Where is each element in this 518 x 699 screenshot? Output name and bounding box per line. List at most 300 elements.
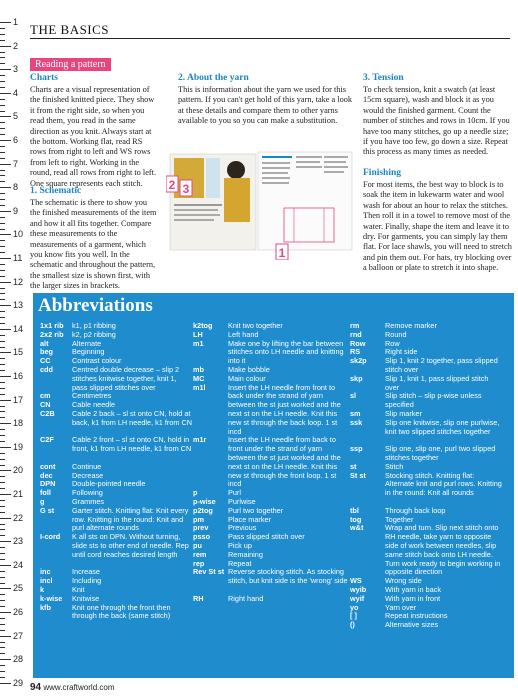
abbreviation-meaning: Knitwise xyxy=(72,593,100,603)
abbreviation-row xyxy=(40,366,194,392)
abbreviation-meaning: Purl xyxy=(228,488,241,498)
ruler-minor-tick xyxy=(0,630,5,631)
ruler-minor-tick xyxy=(0,512,5,513)
ruler-minor-tick xyxy=(0,358,5,359)
ruler-minor-tick xyxy=(0,559,5,560)
abbreviation-term: CC xyxy=(40,356,51,366)
abbreviation-row xyxy=(193,595,350,604)
abbreviation-meaning: Pass slipped stitch over xyxy=(228,532,305,542)
ruler-minor-tick xyxy=(0,476,5,477)
abbreviation-meaning: Slip one knitwise, slip one purlwise, knit two slipped stitches together xyxy=(385,417,500,436)
ruler-minor-tick xyxy=(0,370,5,371)
abbreviation-term: RH xyxy=(193,593,204,603)
ruler-major-tick xyxy=(0,164,11,165)
header-divider xyxy=(30,38,510,39)
abbreviation-term: sk2p xyxy=(350,356,367,366)
ruler-minor-tick xyxy=(0,571,5,572)
abbreviation-meaning: Insert the LH needle from back to front under the strand of yarn between the st just worked and the next st on the LH needle. Knit this new st through the front loop. 1 st incd xyxy=(228,435,341,489)
abbreviation-term: alt xyxy=(40,338,49,348)
abbreviation-term: ssp xyxy=(350,444,363,454)
ruler-minor-tick xyxy=(0,406,5,407)
abbreviation-term: cont xyxy=(40,461,56,471)
abbreviation-meaning: Alternative sizes xyxy=(385,620,439,630)
ruler-minor-tick xyxy=(0,158,5,159)
abbreviation-term: incl xyxy=(40,576,53,586)
abbreviation-meaning: Yarn over xyxy=(385,602,417,612)
abbreviation-meaning: Contrast colour xyxy=(72,356,122,366)
ruler-number: 13 xyxy=(13,300,24,311)
abbreviation-meaning: Following xyxy=(72,488,103,498)
abbreviation-meaning: Cable 2 front – sl st onto CN, hold in front, k1 from LH needle, k1 from CN xyxy=(72,435,192,454)
ruler-major-tick xyxy=(0,565,11,566)
abbreviation-term: rem xyxy=(193,549,207,559)
page-title: THE BASICS xyxy=(30,22,110,37)
abbreviation-row xyxy=(40,463,194,472)
abbreviation-term: G st xyxy=(40,505,55,515)
abbreviation-meaning: Purl two together xyxy=(228,505,284,515)
ruler-number: 12 xyxy=(13,276,24,287)
pattern-pages-image xyxy=(166,148,356,260)
ruler-minor-tick xyxy=(0,111,5,112)
ruler-number: 3 xyxy=(13,64,19,75)
abbreviation-row xyxy=(350,392,503,410)
ruler-number: 20 xyxy=(13,465,24,476)
ruler-minor-tick xyxy=(0,671,5,672)
abbreviation-term: LH xyxy=(193,329,203,339)
ruler-number: 29 xyxy=(13,677,24,688)
abbreviation-meaning: Garter stitch. Knitting flat: Knit every row. Knitting in the round: Knit and purl alternate rounds xyxy=(72,505,189,533)
abbreviation-row xyxy=(350,340,503,349)
ruler-minor-tick xyxy=(0,75,5,76)
ruler-minor-tick xyxy=(0,347,5,348)
abbreviation-meaning: Grammes xyxy=(72,497,105,506)
ruler-number: 8 xyxy=(13,182,19,193)
abbreviation-meaning: Row xyxy=(385,338,400,348)
abbreviation-meaning: Right side xyxy=(385,347,418,357)
ruler xyxy=(0,0,26,699)
ruler-number: 16 xyxy=(13,371,24,381)
ruler-minor-tick xyxy=(0,429,5,430)
yarn-heading: 2. About the yarn xyxy=(178,73,249,83)
ruler-minor-tick xyxy=(0,28,5,29)
abbreviation-row xyxy=(350,595,503,604)
ruler-minor-tick xyxy=(0,293,5,294)
abbreviation-meaning: Stitch xyxy=(385,461,404,471)
abbreviation-term: m1 xyxy=(193,338,204,348)
ruler-minor-tick xyxy=(0,453,5,454)
ruler-major-tick xyxy=(0,305,11,306)
abbreviation-row xyxy=(40,480,194,489)
abbreviation-meaning: Purlwise xyxy=(228,497,256,506)
abbreviation-term: psso xyxy=(193,532,211,542)
abbreviation-row xyxy=(193,516,350,525)
abbreviation-term: C2F xyxy=(40,435,54,445)
abbreviation-meaning: K all sts on DPN. Without turning, slide sts to other end of needle. Rep until cord reaches desired length xyxy=(72,532,189,559)
ruler-major-tick xyxy=(0,470,11,471)
abbreviation-row xyxy=(193,436,350,489)
abbreviation-term: Row xyxy=(350,338,366,348)
abbreviation-row xyxy=(193,366,350,375)
abbreviation-meaning: Repeat xyxy=(228,558,252,568)
ruler-number: 27 xyxy=(13,630,24,641)
pattern-photo xyxy=(166,148,356,260)
abbreviation-meaning: Left hand xyxy=(228,329,259,339)
section-label: Reading a pattern xyxy=(30,58,111,71)
abbreviation-meaning: With yarn in back xyxy=(385,585,441,594)
abbreviation-row xyxy=(193,533,350,542)
ruler-minor-tick xyxy=(0,63,5,64)
ruler-minor-tick xyxy=(0,335,5,336)
abbreviation-term: k2tog xyxy=(193,321,213,330)
ruler-major-tick xyxy=(0,352,11,353)
ruler-number: 17 xyxy=(13,394,24,405)
tension-heading: 3. Tension xyxy=(363,73,404,83)
ruler-minor-tick xyxy=(0,105,5,106)
ruler-minor-tick xyxy=(0,341,5,342)
abbreviation-term: skp xyxy=(350,373,363,383)
ruler-major-tick xyxy=(0,518,11,519)
ruler-minor-tick xyxy=(0,40,5,41)
ruler-number: 1 xyxy=(13,17,19,27)
ruler-minor-tick xyxy=(0,34,5,35)
ruler-minor-tick xyxy=(0,152,5,153)
abbreviation-term: p2tog xyxy=(193,505,213,515)
abbreviation-meaning: Alternate xyxy=(72,338,102,348)
ruler-minor-tick xyxy=(0,441,5,442)
abbreviation-meaning: Cable 2 back – sl st onto CN, hold at back, k1 from LH needle, k1 from CN xyxy=(72,409,193,427)
abbreviation-meaning: Together xyxy=(385,514,414,524)
page-number: 94 xyxy=(30,682,42,693)
abbreviation-meaning: Remaining xyxy=(228,549,263,559)
photo-label-2: 2 xyxy=(168,178,176,192)
ruler-number: 18 xyxy=(13,418,24,429)
ruler-number: 5 xyxy=(13,111,19,122)
ruler-major-tick xyxy=(0,636,11,637)
ruler-major-tick xyxy=(0,423,11,424)
abbreviation-meaning: Previous xyxy=(228,523,257,533)
abbreviation-meaning: Slip marker xyxy=(385,409,422,418)
ruler-minor-tick xyxy=(0,594,5,595)
ruler-major-tick xyxy=(0,588,11,589)
abbreviation-meaning: Insert the LH needle from front to back under the strand of yarn between the st just worked and the next st on the LH needle. Knit this new st through the back loop. 1 st incd xyxy=(228,382,341,436)
ruler-minor-tick xyxy=(0,57,5,58)
charts-heading: Charts xyxy=(30,73,58,83)
ruler-minor-tick xyxy=(0,311,5,312)
yarn-section xyxy=(178,73,358,127)
ruler-major-tick xyxy=(0,258,11,259)
ruler-major-tick xyxy=(0,187,11,188)
ruler-number: 11 xyxy=(13,253,23,263)
ruler-minor-tick xyxy=(0,99,5,100)
ruler-minor-tick xyxy=(0,583,5,584)
abbreviation-term: Rev St st xyxy=(193,567,225,577)
abbreviation-meaning: Through back loop xyxy=(385,505,446,515)
ruler-minor-tick xyxy=(0,577,5,578)
abbreviation-meaning: Remove marker xyxy=(385,321,437,330)
ruler-minor-tick xyxy=(0,193,5,194)
ruler-number: 7 xyxy=(13,158,19,169)
abbreviation-meaning: Round xyxy=(385,329,407,339)
abbreviation-term: () xyxy=(350,620,355,630)
ruler-number: 24 xyxy=(13,559,24,570)
ruler-minor-tick xyxy=(0,500,5,501)
ruler-minor-tick xyxy=(0,624,5,625)
abbreviation-term: m1l xyxy=(193,382,206,392)
abbreviation-term: wyib xyxy=(350,585,367,594)
ruler-major-tick xyxy=(0,93,11,94)
finishing-section xyxy=(363,168,513,274)
abbreviation-row xyxy=(350,507,503,516)
site-url: www.craftworld.com xyxy=(43,683,115,692)
photo-label-3: 3 xyxy=(182,182,190,196)
abbreviation-term: p xyxy=(193,488,198,498)
abbreviation-term: sl xyxy=(350,391,357,401)
abbreviation-row xyxy=(40,568,194,577)
ruler-major-tick xyxy=(0,329,11,330)
abbreviation-term: prev xyxy=(193,523,209,533)
ruler-minor-tick xyxy=(0,87,5,88)
ruler-minor-tick xyxy=(0,205,5,206)
photo-label-1: 1 xyxy=(278,246,286,260)
abbreviations-title: Abbreviations xyxy=(38,295,153,316)
abbreviation-term: dec xyxy=(40,470,53,480)
ruler-minor-tick xyxy=(0,465,5,466)
abbreviation-meaning: Decrease xyxy=(72,470,104,480)
abbreviation-row xyxy=(350,472,503,498)
tension-section xyxy=(363,73,513,158)
abbreviation-term: ssk xyxy=(350,417,363,427)
ruler-number: 6 xyxy=(13,135,19,145)
ruler-minor-tick xyxy=(0,240,5,241)
ruler-number: 21 xyxy=(13,489,24,499)
abbreviation-row xyxy=(350,524,503,577)
schematic-heading: 1. Schematic xyxy=(30,186,82,196)
abbreviation-row xyxy=(40,436,194,454)
abbreviation-term: I-cord xyxy=(40,532,61,542)
abbreviation-term: tbl xyxy=(350,505,359,515)
ruler-major-tick xyxy=(0,140,11,141)
abbreviation-term: m1r xyxy=(193,435,207,445)
abbreviation-term: rm xyxy=(350,321,360,330)
ruler-minor-tick xyxy=(0,146,5,147)
ruler-major-tick xyxy=(0,211,11,212)
ruler-major-tick xyxy=(0,22,11,23)
abbreviation-row xyxy=(193,384,350,437)
abbreviation-row xyxy=(350,445,503,463)
ruler-minor-tick xyxy=(0,482,5,483)
abbreviation-term: mb xyxy=(193,365,204,374)
ruler-major-tick xyxy=(0,683,11,684)
ruler-minor-tick xyxy=(0,364,5,365)
ruler-minor-tick xyxy=(0,411,5,412)
abbreviation-row xyxy=(350,331,503,340)
charts-section xyxy=(30,73,158,189)
abbreviation-row xyxy=(40,533,194,559)
abbreviation-meaning: Wrong side xyxy=(385,576,422,586)
abbreviation-term: tog xyxy=(350,514,362,524)
ruler-major-tick xyxy=(0,69,11,70)
ruler-minor-tick xyxy=(0,506,5,507)
ruler-major-tick xyxy=(0,541,11,542)
abbreviation-meaning: Knit xyxy=(72,585,85,594)
ruler-number: 25 xyxy=(13,583,24,594)
ruler-minor-tick xyxy=(0,665,5,666)
abbreviation-meaning: Centimetres xyxy=(72,391,112,401)
abbreviation-row xyxy=(350,419,503,437)
abbreviation-term: w&t xyxy=(350,523,364,533)
ruler-minor-tick xyxy=(0,547,5,548)
abbreviation-term: pm xyxy=(193,514,204,524)
abbreviation-term: beg xyxy=(40,347,53,357)
abbreviation-term: foll xyxy=(40,488,51,498)
ruler-minor-tick xyxy=(0,382,5,383)
charts-text: Charts are a visual representation of the finished knitted piece. They show it from the right side, so when you read them, you read in the same direction as you knit. Always start at the bottom. Working flat, read RS rows from right to left and WS rows from left to right. Working in the round, read all rows from right to left. One square represents each stitch. xyxy=(30,85,157,188)
ruler-number: 10 xyxy=(13,229,24,240)
abbreviation-term: 1x1 rib xyxy=(40,321,64,330)
abbreviation-term: yo xyxy=(350,602,359,612)
abbreviation-meaning: Slip 1, knit 2 together, pass slipped stitch over xyxy=(385,356,498,374)
ruler-major-tick xyxy=(0,234,11,235)
ruler-minor-tick xyxy=(0,229,5,230)
abbreviation-row xyxy=(40,392,194,401)
ruler-minor-tick xyxy=(0,553,5,554)
abbreviation-row xyxy=(193,507,350,516)
abbreviation-meaning: Slip stitch – slip p-wise unless specified xyxy=(385,391,482,410)
abbreviation-meaning: Pick up xyxy=(228,541,252,550)
abbreviation-meaning: Including xyxy=(72,576,102,586)
ruler-minor-tick xyxy=(0,175,5,176)
schematic-text: The schematic is there to show you the finished measurements of the item and how it all fits together. Compare these measurements to the measurements of a garment, which you know fits you well. In the schematic and throughout the pattern, the smallest size is shown first, with the larger sizes in brackets. xyxy=(30,198,157,291)
abbreviation-term: CN xyxy=(40,400,51,410)
finishing-text: For most items, the best way to block is to soak the item in lukewarm water and wool wash for about an hour to relax the stitches. Then roll it in a towel to remove most of the water. Finally, shape the item and leave it to dry. For garments, you can simply lay them flat. For lace shawls, you will need to stretch and pin them out. For hats, try blocking over a balloon or plate to stretch it into shape. xyxy=(363,180,512,273)
abbreviation-row xyxy=(193,489,350,498)
abbreviation-meaning: k2, p2 ribbing xyxy=(72,329,116,339)
abbreviation-term: 2x2 rib xyxy=(40,329,64,339)
abbreviation-row xyxy=(40,586,194,595)
ruler-minor-tick xyxy=(0,394,5,395)
ruler-number: 22 xyxy=(13,512,24,523)
ruler-major-tick xyxy=(0,116,11,117)
abbreviation-meaning: Wrap and turn. Slip next stitch onto RH needle, take yarn to opposite side of work between needles, slip same stitch back onto LH needle. Turn work ready to begin working in opposite direction xyxy=(385,523,501,577)
abbreviation-meaning: Place marker xyxy=(228,514,271,524)
schematic-section xyxy=(30,186,158,292)
abbreviation-row xyxy=(350,357,503,375)
ruler-minor-tick xyxy=(0,264,5,265)
ruler-major-tick xyxy=(0,46,11,47)
ruler-minor-tick xyxy=(0,677,5,678)
ruler-number: 23 xyxy=(13,536,24,547)
abbreviation-term: cdd xyxy=(40,365,53,374)
ruler-minor-tick xyxy=(0,535,5,536)
abbreviation-meaning: Centred double decrease – slip 2 stitches knitwise together, knit 1, pass slipped stitches over xyxy=(72,365,180,392)
ruler-number: 15 xyxy=(13,347,24,358)
ruler-minor-tick xyxy=(0,252,5,253)
ruler-minor-tick xyxy=(0,488,5,489)
abbreviation-row xyxy=(40,489,194,498)
ruler-minor-tick xyxy=(0,217,5,218)
abbreviation-meaning: Make bobble xyxy=(228,365,270,374)
abbreviation-row xyxy=(40,410,194,428)
abbreviation-term: rep xyxy=(193,558,205,568)
ruler-minor-tick xyxy=(0,323,5,324)
ruler-minor-tick xyxy=(0,600,5,601)
ruler-major-tick xyxy=(0,400,11,401)
abbreviation-meaning: k1, p1 ribbing xyxy=(72,321,116,330)
ruler-minor-tick xyxy=(0,606,5,607)
abbreviation-row xyxy=(40,331,194,340)
ruler-minor-tick xyxy=(0,199,5,200)
ruler-minor-tick xyxy=(0,524,5,525)
abbreviation-meaning: Continue xyxy=(72,461,102,471)
abbreviation-term: inc xyxy=(40,567,51,577)
abbreviation-term: sm xyxy=(350,409,361,418)
ruler-minor-tick xyxy=(0,170,5,171)
ruler-minor-tick xyxy=(0,529,5,530)
abbreviation-meaning: Main colour xyxy=(228,373,266,383)
abbreviation-term: wyif xyxy=(350,593,365,603)
ruler-minor-tick xyxy=(0,270,5,271)
abbreviation-row xyxy=(193,322,350,331)
abbreviation-term: g xyxy=(40,497,45,506)
ruler-minor-tick xyxy=(0,299,5,300)
abbreviation-meaning: Slip 1, knit 1, pass slipped stitch over xyxy=(385,373,489,392)
abbreviation-term: rnd xyxy=(350,329,362,339)
abbreviation-term: k-wise xyxy=(40,593,63,603)
ruler-number: 14 xyxy=(13,323,24,334)
ruler-minor-tick xyxy=(0,653,5,654)
ruler-number: 2 xyxy=(13,40,19,51)
ruler-minor-tick xyxy=(0,642,5,643)
abbreviation-term: C2B xyxy=(40,409,55,418)
ruler-minor-tick xyxy=(0,388,5,389)
abbreviation-meaning: Stocking stitch. Knitting flat: Alternate knit and purl rows. Knitting in the round: Knit all rounds xyxy=(385,470,502,498)
abbreviation-term: cm xyxy=(40,391,51,401)
ruler-minor-tick xyxy=(0,122,5,123)
abbreviation-row xyxy=(350,621,503,630)
ruler-minor-tick xyxy=(0,128,5,129)
abbreviation-meaning: Make one by lifting the bar between stitches onto LH needle and knitting into it xyxy=(228,338,344,366)
ruler-minor-tick xyxy=(0,81,5,82)
abbreviation-meaning: With yarn in front xyxy=(385,593,441,603)
abbreviation-meaning: Knit one through the front then through the back (same stitch) xyxy=(72,602,171,621)
abbreviation-term: k xyxy=(40,585,45,594)
yarn-text: This is information about the yarn we used for this pattern. If you can't get hold of this yarn, take a look at these details and compare them to other yarns available to you so you can make a substitution. xyxy=(178,85,353,126)
finishing-heading: Finishing xyxy=(363,168,402,178)
abbreviation-row xyxy=(350,375,503,393)
ruler-number: 4 xyxy=(13,87,19,98)
ruler-minor-tick xyxy=(0,181,5,182)
abbreviation-term: RS xyxy=(350,347,361,357)
abbreviation-row xyxy=(40,340,194,349)
ruler-major-tick xyxy=(0,659,11,660)
abbreviation-term: [ ] xyxy=(350,611,357,621)
abbreviation-term: pu xyxy=(193,541,202,550)
abbreviation-term: kfb xyxy=(40,602,51,612)
abbreviation-term: MC xyxy=(193,373,205,383)
abbreviation-meaning: Beginning xyxy=(72,347,105,357)
page-footer xyxy=(30,682,114,693)
ruler-minor-tick xyxy=(0,459,5,460)
ruler-minor-tick xyxy=(0,276,5,277)
abbreviation-row xyxy=(193,551,350,560)
abbreviation-meaning: Knit two together xyxy=(228,321,283,330)
abbreviation-term: p-wise xyxy=(193,497,216,506)
ruler-number: 9 xyxy=(13,205,19,216)
abbreviation-meaning: Increase xyxy=(72,567,100,577)
ruler-minor-tick xyxy=(0,435,5,436)
ruler-minor-tick xyxy=(0,417,5,418)
abbreviation-term: St st xyxy=(350,470,366,480)
